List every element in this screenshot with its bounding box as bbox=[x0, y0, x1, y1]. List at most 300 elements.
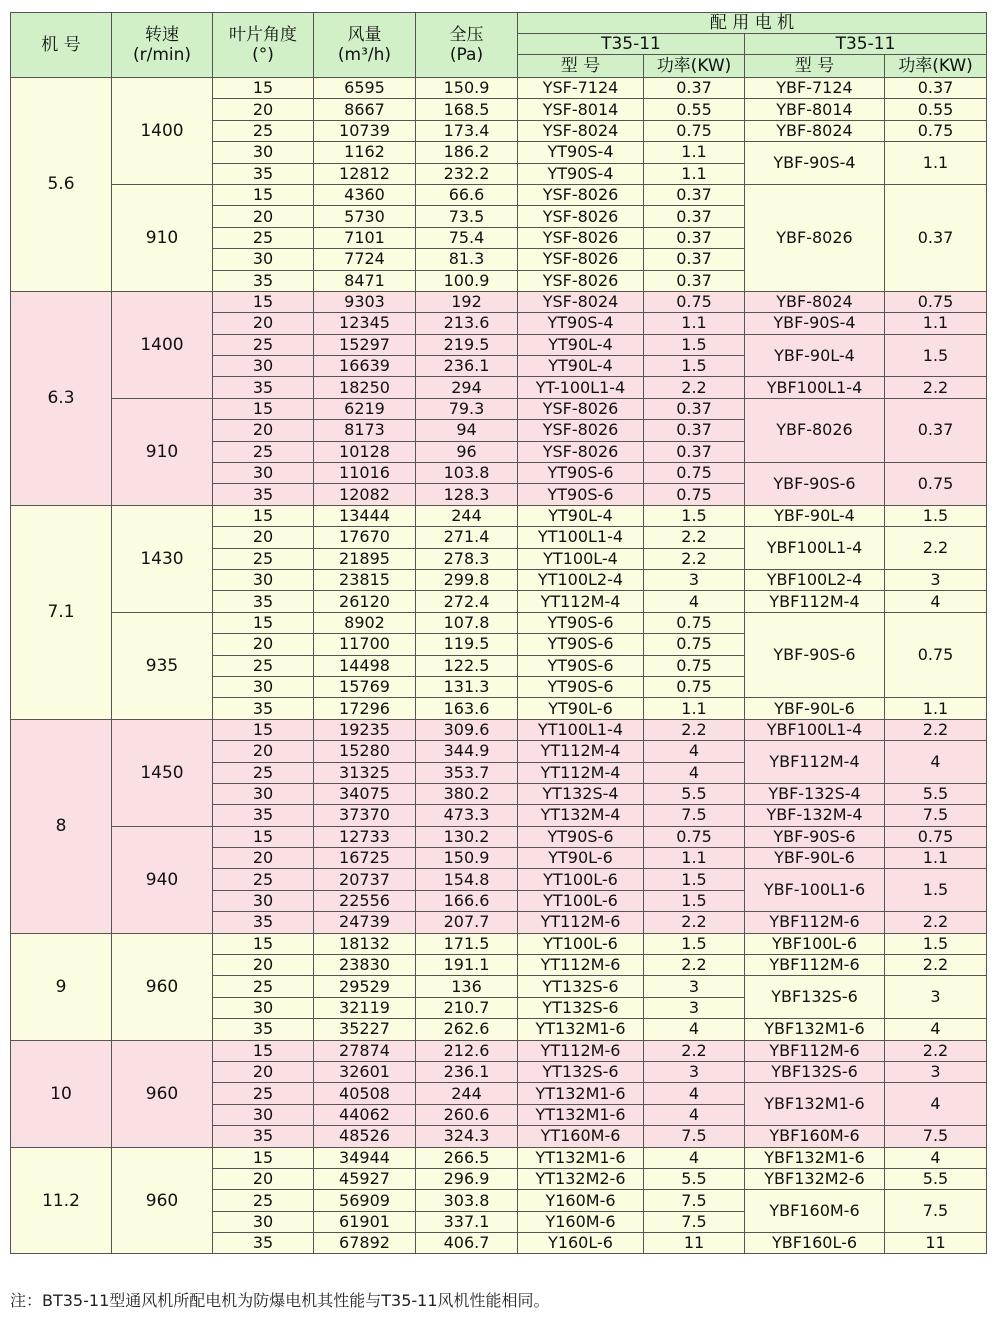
table-body bbox=[11, 78, 987, 1254]
motor2-type-cell: YBF-90L-6 bbox=[745, 698, 885, 719]
motor1-power-cell: 5.5 bbox=[644, 1168, 745, 1189]
header-motor: 配 用 电 机 bbox=[518, 13, 987, 34]
pressure-cell: 344.9 bbox=[416, 741, 518, 762]
angle-cell: 15 bbox=[213, 78, 314, 99]
motor2-power-cell: 1.1 bbox=[885, 142, 987, 185]
flow-cell: 18132 bbox=[314, 933, 416, 954]
table-row bbox=[11, 398, 987, 419]
motor1-type-cell: YT100L1-4 bbox=[518, 719, 644, 740]
motor1-type-cell: YSF-7124 bbox=[518, 78, 644, 99]
angle-cell: 35 bbox=[213, 484, 314, 505]
angle-cell: 20 bbox=[213, 1061, 314, 1082]
header-power-1: 功率(KW) bbox=[644, 55, 745, 78]
motor1-power-cell: 0.75 bbox=[644, 655, 745, 676]
motor2-power-cell: 1.5 bbox=[885, 505, 987, 526]
motor1-power-cell: 4 bbox=[644, 1147, 745, 1168]
motor2-type-cell: YBF-8024 bbox=[745, 291, 885, 312]
motor1-type-cell: YT132S-6 bbox=[518, 997, 644, 1018]
pressure-cell: 73.5 bbox=[416, 206, 518, 227]
motor1-type-cell: YT100L-4 bbox=[518, 548, 644, 569]
pressure-cell: 96 bbox=[416, 441, 518, 462]
motor1-type-cell: YT90S-6 bbox=[518, 484, 644, 505]
motor2-power-cell: 3 bbox=[885, 569, 987, 590]
motor1-power-cell: 0.75 bbox=[644, 676, 745, 697]
pressure-cell: 353.7 bbox=[416, 762, 518, 783]
motor1-type-cell: YT132S-6 bbox=[518, 976, 644, 997]
pressure-cell: 260.6 bbox=[416, 1104, 518, 1125]
motor1-type-cell: YT132M2-6 bbox=[518, 1168, 644, 1189]
angle-cell: 20 bbox=[213, 99, 314, 120]
motor2-type-cell: YBF-8026 bbox=[745, 184, 885, 291]
motor2-power-cell: 0.75 bbox=[885, 826, 987, 847]
angle-cell: 25 bbox=[213, 762, 314, 783]
header-model: 机 号 bbox=[11, 13, 112, 78]
flow-cell: 61901 bbox=[314, 1211, 416, 1232]
table-row bbox=[11, 933, 987, 954]
flow-cell: 12812 bbox=[314, 163, 416, 184]
pressure-cell: 136 bbox=[416, 976, 518, 997]
pressure-cell: 207.7 bbox=[416, 912, 518, 933]
motor1-power-cell: 1.1 bbox=[644, 848, 745, 869]
motor1-type-cell: YSF-8024 bbox=[518, 291, 644, 312]
pressure-cell: 171.5 bbox=[416, 933, 518, 954]
angle-cell: 30 bbox=[213, 249, 314, 270]
pressure-cell: 236.1 bbox=[416, 1061, 518, 1082]
motor1-type-cell: YT112M-6 bbox=[518, 1040, 644, 1061]
motor1-power-cell: 0.75 bbox=[644, 120, 745, 141]
motor2-power-cell: 11 bbox=[885, 1233, 987, 1254]
motor1-power-cell: 0.75 bbox=[644, 463, 745, 484]
motor1-type-cell: YT112M-6 bbox=[518, 955, 644, 976]
motor2-power-cell: 7.5 bbox=[885, 1190, 987, 1233]
flow-cell: 8471 bbox=[314, 270, 416, 291]
flow-cell: 10739 bbox=[314, 120, 416, 141]
angle-cell: 30 bbox=[213, 783, 314, 804]
pressure-cell: 163.6 bbox=[416, 698, 518, 719]
motor1-power-cell: 2.2 bbox=[644, 377, 745, 398]
motor1-power-cell: 3 bbox=[644, 997, 745, 1018]
motor1-type-cell: YT132M1-6 bbox=[518, 1147, 644, 1168]
speed-cell: 1450 bbox=[112, 719, 213, 826]
motor1-type-cell: Y160M-6 bbox=[518, 1211, 644, 1232]
motor1-power-cell: 0.37 bbox=[644, 441, 745, 462]
motor2-type-cell: YBF100L1-4 bbox=[745, 719, 885, 740]
flow-cell: 27874 bbox=[314, 1040, 416, 1061]
flow-cell: 8902 bbox=[314, 612, 416, 633]
pressure-cell: 271.4 bbox=[416, 527, 518, 548]
angle-cell: 15 bbox=[213, 184, 314, 205]
flow-cell: 32601 bbox=[314, 1061, 416, 1082]
model-cell: 10 bbox=[11, 1040, 112, 1147]
motor2-power-cell: 5.5 bbox=[885, 1168, 987, 1189]
pressure-cell: 186.2 bbox=[416, 142, 518, 163]
angle-cell: 25 bbox=[213, 1190, 314, 1211]
pressure-cell: 337.1 bbox=[416, 1211, 518, 1232]
motor1-type-cell: YT90S-6 bbox=[518, 826, 644, 847]
motor1-power-cell: 3 bbox=[644, 569, 745, 590]
angle-cell: 15 bbox=[213, 933, 314, 954]
motor1-type-cell: YT132M1-6 bbox=[518, 1083, 644, 1104]
model-cell: 6.3 bbox=[11, 291, 112, 505]
motor1-power-cell: 2.2 bbox=[644, 719, 745, 740]
header-angle: 叶片角度 (°) bbox=[213, 13, 314, 78]
flow-cell: 7724 bbox=[314, 249, 416, 270]
motor1-power-cell: 0.37 bbox=[644, 270, 745, 291]
pressure-cell: 272.4 bbox=[416, 591, 518, 612]
header-group-1: T35-11 bbox=[518, 34, 745, 55]
angle-cell: 25 bbox=[213, 655, 314, 676]
motor2-type-cell: YBF-7124 bbox=[745, 78, 885, 99]
angle-cell: 20 bbox=[213, 848, 314, 869]
flow-cell: 15769 bbox=[314, 676, 416, 697]
flow-cell: 17296 bbox=[314, 698, 416, 719]
pressure-cell: 119.5 bbox=[416, 634, 518, 655]
flow-cell: 31325 bbox=[314, 762, 416, 783]
fan-spec-table bbox=[10, 12, 987, 1254]
flow-cell: 11016 bbox=[314, 463, 416, 484]
pressure-cell: 107.8 bbox=[416, 612, 518, 633]
motor1-type-cell: YT90S-4 bbox=[518, 313, 644, 334]
motor2-type-cell: YBF100L1-4 bbox=[745, 377, 885, 398]
speed-cell: 960 bbox=[112, 1147, 213, 1254]
angle-cell: 15 bbox=[213, 505, 314, 526]
flow-cell: 48526 bbox=[314, 1126, 416, 1147]
flow-cell: 23815 bbox=[314, 569, 416, 590]
flow-cell: 14498 bbox=[314, 655, 416, 676]
header-power-2: 功率(KW) bbox=[885, 55, 987, 78]
motor2-type-cell: YBF-8024 bbox=[745, 120, 885, 141]
flow-cell: 15280 bbox=[314, 741, 416, 762]
pressure-cell: 131.3 bbox=[416, 676, 518, 697]
motor1-type-cell: YT90L-6 bbox=[518, 848, 644, 869]
pressure-cell: 103.8 bbox=[416, 463, 518, 484]
pressure-cell: 278.3 bbox=[416, 548, 518, 569]
angle-cell: 35 bbox=[213, 805, 314, 826]
motor2-type-cell: YBF-90S-6 bbox=[745, 463, 885, 506]
motor1-type-cell: YT90L-4 bbox=[518, 334, 644, 355]
motor2-type-cell: YBF112M-6 bbox=[745, 955, 885, 976]
angle-cell: 15 bbox=[213, 826, 314, 847]
angle-cell: 25 bbox=[213, 869, 314, 890]
flow-cell: 16725 bbox=[314, 848, 416, 869]
flow-cell: 44062 bbox=[314, 1104, 416, 1125]
motor2-power-cell: 7.5 bbox=[885, 805, 987, 826]
angle-cell: 15 bbox=[213, 291, 314, 312]
motor1-power-cell: 4 bbox=[644, 762, 745, 783]
angle-cell: 35 bbox=[213, 163, 314, 184]
motor1-type-cell: YT90S-6 bbox=[518, 612, 644, 633]
motor2-type-cell: YBF-8026 bbox=[745, 398, 885, 462]
motor2-power-cell: 5.5 bbox=[885, 783, 987, 804]
motor1-power-cell: 4 bbox=[644, 1019, 745, 1040]
motor1-type-cell: YT90S-6 bbox=[518, 463, 644, 484]
speed-cell: 960 bbox=[112, 933, 213, 1040]
speed-cell: 1400 bbox=[112, 78, 213, 185]
angle-cell: 30 bbox=[213, 890, 314, 911]
motor1-power-cell: 4 bbox=[644, 741, 745, 762]
motor1-power-cell: 3 bbox=[644, 1061, 745, 1082]
pressure-cell: 244 bbox=[416, 505, 518, 526]
flow-cell: 12345 bbox=[314, 313, 416, 334]
angle-cell: 35 bbox=[213, 270, 314, 291]
header-flow: 风量 (m³/h) bbox=[314, 13, 416, 78]
motor1-power-cell: 0.55 bbox=[644, 99, 745, 120]
pressure-cell: 406.7 bbox=[416, 1233, 518, 1254]
angle-cell: 20 bbox=[213, 420, 314, 441]
motor1-power-cell: 0.75 bbox=[644, 484, 745, 505]
pressure-cell: 212.6 bbox=[416, 1040, 518, 1061]
pressure-cell: 94 bbox=[416, 420, 518, 441]
pressure-cell: 100.9 bbox=[416, 270, 518, 291]
table-row bbox=[11, 184, 987, 205]
motor2-power-cell: 4 bbox=[885, 1083, 987, 1126]
flow-cell: 17670 bbox=[314, 527, 416, 548]
motor1-power-cell: 1.1 bbox=[644, 142, 745, 163]
motor2-power-cell: 1.1 bbox=[885, 698, 987, 719]
motor2-type-cell: YBF-90S-6 bbox=[745, 612, 885, 698]
flow-cell: 4360 bbox=[314, 184, 416, 205]
motor1-power-cell: 4 bbox=[644, 1104, 745, 1125]
header-type-2: 型 号 bbox=[745, 55, 885, 78]
motor2-type-cell: YBF-100L1-6 bbox=[745, 869, 885, 912]
flow-cell: 34075 bbox=[314, 783, 416, 804]
flow-cell: 19235 bbox=[314, 719, 416, 740]
motor1-power-cell: 0.37 bbox=[644, 398, 745, 419]
flow-cell: 32119 bbox=[314, 997, 416, 1018]
motor1-type-cell: YT90S-6 bbox=[518, 676, 644, 697]
speed-cell: 1430 bbox=[112, 505, 213, 612]
table-row bbox=[11, 1040, 987, 1061]
pressure-cell: 166.6 bbox=[416, 890, 518, 911]
motor2-power-cell: 1.1 bbox=[885, 313, 987, 334]
angle-cell: 15 bbox=[213, 719, 314, 740]
motor1-type-cell: YSF-8026 bbox=[518, 270, 644, 291]
motor1-type-cell: YT112M-6 bbox=[518, 912, 644, 933]
pressure-cell: 219.5 bbox=[416, 334, 518, 355]
motor1-power-cell: 7.5 bbox=[644, 805, 745, 826]
motor1-power-cell: 1.5 bbox=[644, 505, 745, 526]
motor1-type-cell: Y160M-6 bbox=[518, 1190, 644, 1211]
motor1-type-cell: YT-100L1-4 bbox=[518, 377, 644, 398]
motor1-type-cell: YT90S-4 bbox=[518, 163, 644, 184]
motor1-power-cell: 0.75 bbox=[644, 291, 745, 312]
motor1-power-cell: 1.5 bbox=[644, 356, 745, 377]
motor1-power-cell: 1.1 bbox=[644, 313, 745, 334]
flow-cell: 1162 bbox=[314, 142, 416, 163]
motor2-power-cell: 4 bbox=[885, 741, 987, 784]
motor2-type-cell: YBF100L-6 bbox=[745, 933, 885, 954]
flow-cell: 20737 bbox=[314, 869, 416, 890]
flow-cell: 18250 bbox=[314, 377, 416, 398]
pressure-cell: 81.3 bbox=[416, 249, 518, 270]
motor1-type-cell: Y160L-6 bbox=[518, 1233, 644, 1254]
motor1-type-cell: YT90L-4 bbox=[518, 356, 644, 377]
angle-cell: 15 bbox=[213, 612, 314, 633]
angle-cell: 35 bbox=[213, 1233, 314, 1254]
motor2-type-cell: YBF-90L-6 bbox=[745, 848, 885, 869]
motor1-type-cell: YT90L-6 bbox=[518, 698, 644, 719]
angle-cell: 30 bbox=[213, 569, 314, 590]
motor1-power-cell: 2.2 bbox=[644, 527, 745, 548]
angle-cell: 20 bbox=[213, 206, 314, 227]
motor1-power-cell: 4 bbox=[644, 1083, 745, 1104]
table-row bbox=[11, 1147, 987, 1168]
motor1-type-cell: YT160M-6 bbox=[518, 1126, 644, 1147]
flow-cell: 8173 bbox=[314, 420, 416, 441]
flow-cell: 5730 bbox=[314, 206, 416, 227]
header-group-2: T35-11 bbox=[745, 34, 987, 55]
angle-cell: 20 bbox=[213, 1168, 314, 1189]
motor1-type-cell: YSF-8026 bbox=[518, 249, 644, 270]
motor1-type-cell: YT132S-4 bbox=[518, 783, 644, 804]
angle-cell: 15 bbox=[213, 1040, 314, 1061]
motor2-power-cell: 2.2 bbox=[885, 377, 987, 398]
motor1-type-cell: YT132S-6 bbox=[518, 1061, 644, 1082]
angle-cell: 15 bbox=[213, 1147, 314, 1168]
motor1-power-cell: 1.5 bbox=[644, 933, 745, 954]
angle-cell: 20 bbox=[213, 955, 314, 976]
motor2-type-cell: YBF132S-6 bbox=[745, 976, 885, 1019]
motor1-power-cell: 5.5 bbox=[644, 783, 745, 804]
motor2-type-cell: YBF112M-6 bbox=[745, 912, 885, 933]
angle-cell: 20 bbox=[213, 313, 314, 334]
angle-cell: 25 bbox=[213, 441, 314, 462]
motor1-power-cell: 3 bbox=[644, 976, 745, 997]
motor1-power-cell: 7.5 bbox=[644, 1211, 745, 1232]
angle-cell: 25 bbox=[213, 976, 314, 997]
motor1-power-cell: 1.1 bbox=[644, 698, 745, 719]
motor2-power-cell: 3 bbox=[885, 976, 987, 1019]
angle-cell: 25 bbox=[213, 548, 314, 569]
motor2-power-cell: 2.2 bbox=[885, 527, 987, 570]
motor1-power-cell: 1.1 bbox=[644, 163, 745, 184]
flow-cell: 10128 bbox=[314, 441, 416, 462]
pressure-cell: 191.1 bbox=[416, 955, 518, 976]
motor1-power-cell: 0.75 bbox=[644, 612, 745, 633]
motor2-type-cell: YBF-132S-4 bbox=[745, 783, 885, 804]
motor2-power-cell: 2.2 bbox=[885, 719, 987, 740]
motor1-power-cell: 0.37 bbox=[644, 227, 745, 248]
motor1-power-cell: 1.5 bbox=[644, 334, 745, 355]
pressure-cell: 168.5 bbox=[416, 99, 518, 120]
motor1-type-cell: YT100L-6 bbox=[518, 869, 644, 890]
motor1-type-cell: YT132M-4 bbox=[518, 805, 644, 826]
motor2-power-cell: 2.2 bbox=[885, 912, 987, 933]
motor2-power-cell: 3 bbox=[885, 1061, 987, 1082]
pressure-cell: 303.8 bbox=[416, 1190, 518, 1211]
motor1-type-cell: YT90S-6 bbox=[518, 634, 644, 655]
angle-cell: 35 bbox=[213, 912, 314, 933]
motor1-power-cell: 0.37 bbox=[644, 184, 745, 205]
table-row bbox=[11, 505, 987, 526]
pressure-cell: 236.1 bbox=[416, 356, 518, 377]
flow-cell: 15297 bbox=[314, 334, 416, 355]
pressure-cell: 79.3 bbox=[416, 398, 518, 419]
motor1-power-cell: 2.2 bbox=[644, 1040, 745, 1061]
angle-cell: 15 bbox=[213, 398, 314, 419]
motor1-power-cell: 2.2 bbox=[644, 548, 745, 569]
angle-cell: 20 bbox=[213, 634, 314, 655]
angle-cell: 35 bbox=[213, 377, 314, 398]
flow-cell: 13444 bbox=[314, 505, 416, 526]
flow-cell: 35227 bbox=[314, 1019, 416, 1040]
speed-cell: 1400 bbox=[112, 291, 213, 398]
motor1-type-cell: YSF-8026 bbox=[518, 206, 644, 227]
flow-cell: 21895 bbox=[314, 548, 416, 569]
motor1-power-cell: 2.2 bbox=[644, 955, 745, 976]
table-row bbox=[11, 612, 987, 633]
motor1-type-cell: YT90S-6 bbox=[518, 655, 644, 676]
speed-cell: 910 bbox=[112, 398, 213, 505]
motor1-type-cell: YT100L-6 bbox=[518, 890, 644, 911]
motor2-type-cell: YBF132M2-6 bbox=[745, 1168, 885, 1189]
motor2-power-cell: 2.2 bbox=[885, 1040, 987, 1061]
motor1-power-cell: 4 bbox=[644, 591, 745, 612]
flow-cell: 11700 bbox=[314, 634, 416, 655]
angle-cell: 25 bbox=[213, 227, 314, 248]
motor2-type-cell: YBF132M1-6 bbox=[745, 1083, 885, 1126]
header-speed: 转速 (r/min) bbox=[112, 13, 213, 78]
flow-cell: 12082 bbox=[314, 484, 416, 505]
flow-cell: 22556 bbox=[314, 890, 416, 911]
model-cell: 7.1 bbox=[11, 505, 112, 719]
angle-cell: 20 bbox=[213, 527, 314, 548]
motor2-power-cell: 1.5 bbox=[885, 933, 987, 954]
motor1-type-cell: YT112M-4 bbox=[518, 591, 644, 612]
motor1-power-cell: 7.5 bbox=[644, 1126, 745, 1147]
motor2-power-cell: 4 bbox=[885, 1147, 987, 1168]
motor2-power-cell: 0.75 bbox=[885, 612, 987, 698]
motor1-type-cell: YT100L2-4 bbox=[518, 569, 644, 590]
motor1-power-cell: 11 bbox=[644, 1233, 745, 1254]
motor2-power-cell: 4 bbox=[885, 1019, 987, 1040]
speed-cell: 960 bbox=[112, 1040, 213, 1147]
angle-cell: 35 bbox=[213, 591, 314, 612]
model-cell: 11.2 bbox=[11, 1147, 112, 1254]
table-row bbox=[11, 826, 987, 847]
motor2-power-cell: 0.55 bbox=[885, 99, 987, 120]
motor1-type-cell: YSF-8024 bbox=[518, 120, 644, 141]
angle-cell: 30 bbox=[213, 142, 314, 163]
motor2-power-cell: 0.37 bbox=[885, 78, 987, 99]
angle-cell: 30 bbox=[213, 997, 314, 1018]
motor2-power-cell: 1.5 bbox=[885, 869, 987, 912]
angle-cell: 30 bbox=[213, 1104, 314, 1125]
angle-cell: 35 bbox=[213, 698, 314, 719]
motor2-type-cell: YBF100L1-4 bbox=[745, 527, 885, 570]
motor1-type-cell: YT90L-4 bbox=[518, 505, 644, 526]
motor1-type-cell: YT100L1-4 bbox=[518, 527, 644, 548]
table-row bbox=[11, 719, 987, 740]
motor1-type-cell: YT100L-6 bbox=[518, 933, 644, 954]
flow-cell: 6595 bbox=[314, 78, 416, 99]
motor2-power-cell: 0.75 bbox=[885, 291, 987, 312]
flow-cell: 34944 bbox=[314, 1147, 416, 1168]
motor1-type-cell: YT132M1-6 bbox=[518, 1019, 644, 1040]
pressure-cell: 75.4 bbox=[416, 227, 518, 248]
motor1-type-cell: YSF-8026 bbox=[518, 420, 644, 441]
motor2-type-cell: YBF-90L-4 bbox=[745, 505, 885, 526]
speed-cell: 910 bbox=[112, 184, 213, 291]
motor1-type-cell: YSF-8026 bbox=[518, 184, 644, 205]
speed-cell: 935 bbox=[112, 612, 213, 719]
angle-cell: 25 bbox=[213, 1083, 314, 1104]
motor2-power-cell: 4 bbox=[885, 591, 987, 612]
motor2-type-cell: YBF-90S-4 bbox=[745, 142, 885, 185]
motor2-type-cell: YBF-90S-6 bbox=[745, 826, 885, 847]
motor2-type-cell: YBF132S-6 bbox=[745, 1061, 885, 1082]
motor1-type-cell: YT112M-4 bbox=[518, 762, 644, 783]
